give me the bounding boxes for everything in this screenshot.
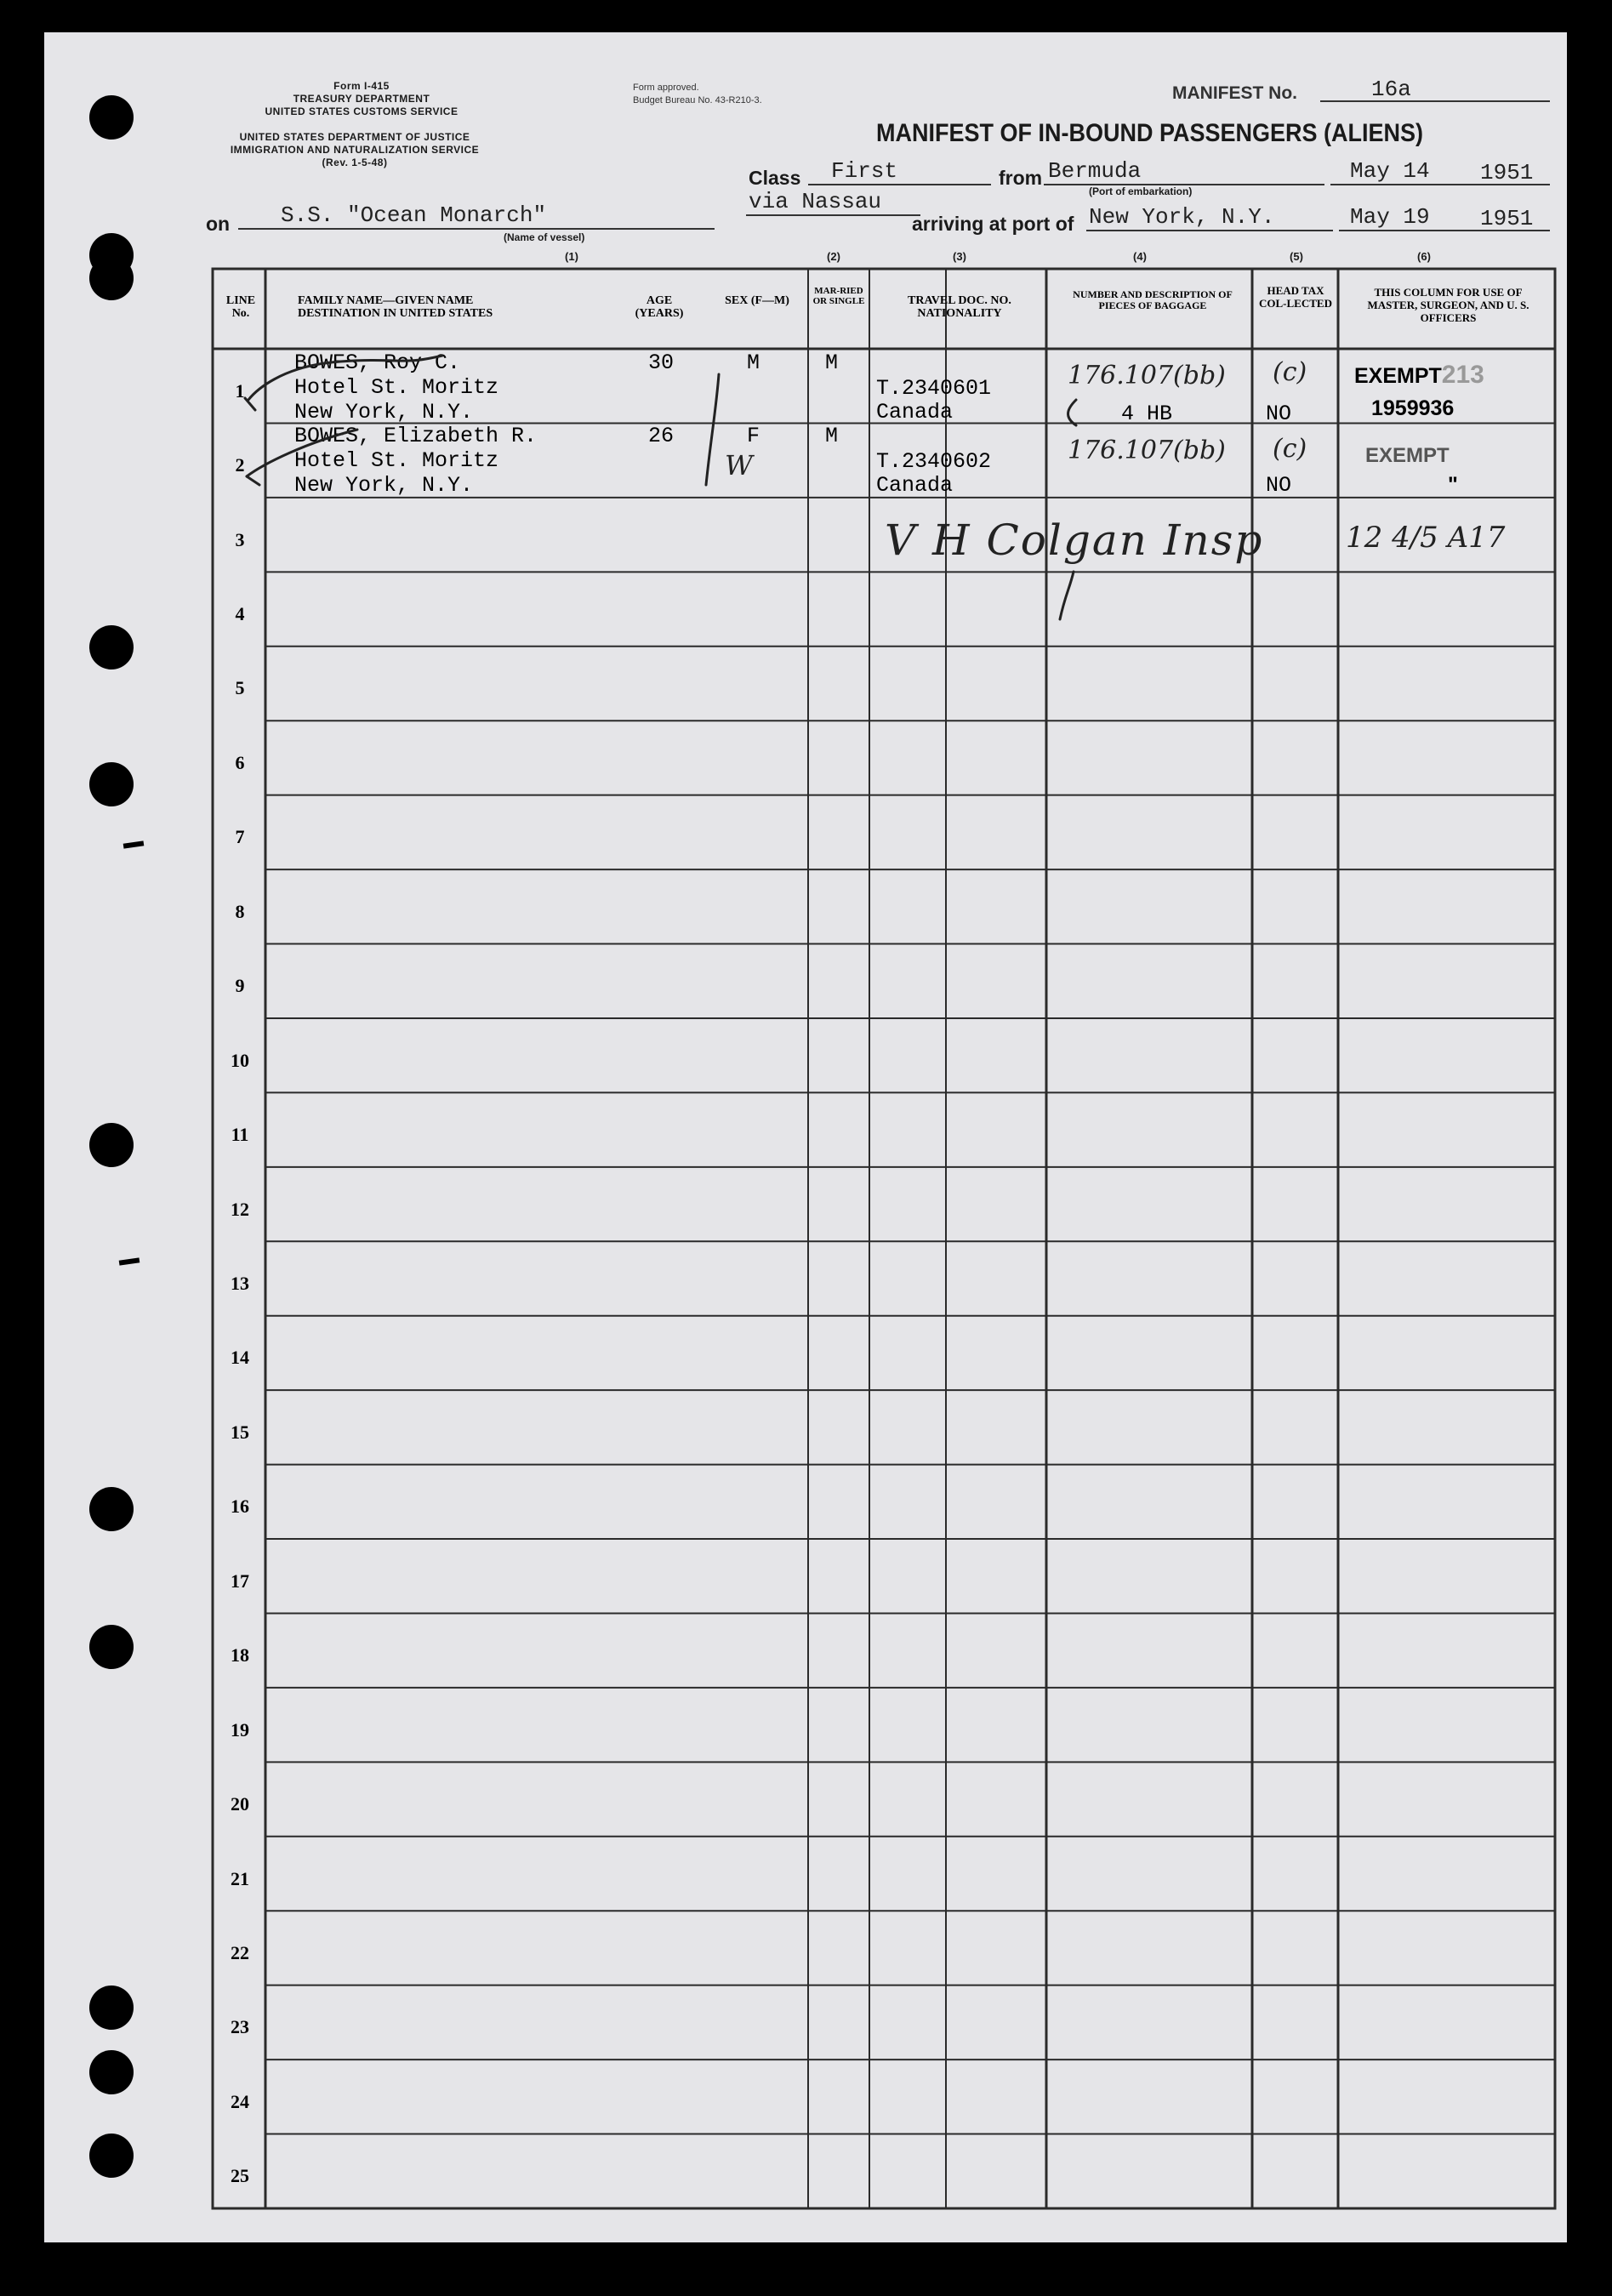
line-number: 13 — [231, 1273, 249, 1294]
embark-date: May 14 — [1350, 158, 1430, 184]
head-tax-handwritten: (c) — [1273, 357, 1307, 387]
class-label: Class — [749, 167, 801, 189]
exempt-stamp: EXEMPT — [1365, 444, 1450, 467]
table-row — [294, 424, 537, 498]
arrival-port-line — [1086, 230, 1333, 231]
age-value: 30 — [648, 350, 675, 375]
class-value: First — [831, 158, 898, 184]
embark-year: 1951 — [1480, 160, 1534, 185]
line-number: 11 — [231, 1124, 249, 1146]
line-number: 7 — [235, 826, 245, 848]
column-number: (4) — [1133, 250, 1147, 263]
destination-city: New York, N.Y. — [294, 473, 474, 498]
manifest-sheet — [44, 32, 1567, 2242]
line-number: 2 — [235, 454, 245, 476]
class-line — [808, 184, 991, 185]
column-number: (1) — [565, 250, 578, 263]
line-number: 17 — [231, 1570, 249, 1592]
line-number: 23 — [231, 2016, 249, 2038]
line-number: 25 — [231, 2165, 249, 2187]
punch-hole — [89, 1985, 134, 2030]
vessel-name: S.S. "Ocean Monarch" — [281, 202, 547, 228]
column-number: (2) — [827, 250, 840, 263]
punch-hole — [89, 95, 134, 140]
mark — [123, 840, 145, 848]
ditto-mark: " — [1448, 473, 1458, 497]
line-number: 24 — [231, 2090, 249, 2112]
port-embark-caption: (Port of embarkation) — [1089, 185, 1193, 197]
punch-hole — [89, 256, 134, 300]
from-label: from — [999, 167, 1043, 189]
line-number: 8 — [235, 900, 245, 922]
punch-hole — [89, 625, 134, 669]
on-label: on — [206, 213, 231, 235]
married-value: M — [825, 424, 839, 448]
header-married: MAR-RIED OR SINGLE — [812, 286, 865, 306]
line-number: 18 — [231, 1644, 249, 1666]
header-name: FAMILY NAME—GIVEN NAME DESTINATION IN UNITED STATES — [298, 294, 493, 320]
officer-number: 1959936 — [1371, 396, 1455, 420]
arriving-label: arriving at port of — [912, 213, 1074, 235]
page-title: MANIFEST OF IN-BOUND PASSENGERS (ALIENS) — [876, 119, 1424, 147]
age-value: 26 — [648, 424, 675, 448]
nationality: Canada — [876, 473, 954, 498]
line-number: 6 — [235, 751, 245, 773]
manifest-no-label: MANIFEST No. — [1172, 83, 1297, 103]
destination-city: New York, N.Y. — [294, 400, 474, 424]
nationality: Canada — [876, 400, 954, 424]
destination-hotel: Hotel St. Moritz — [294, 448, 499, 473]
column-number: (3) — [953, 250, 966, 263]
punch-hole — [89, 1123, 134, 1167]
header-head-tax: HEAD TAX COL-LECTED — [1259, 284, 1332, 310]
sex-value: M — [747, 350, 760, 375]
head-tax-typed: NO — [1266, 402, 1292, 426]
vessel-line — [238, 228, 715, 230]
header-age: AGE (YEARS) — [635, 294, 684, 320]
baggage-handwritten: 176.107(bb) — [1068, 361, 1226, 390]
doj-block: UNITED STATES DEPARTMENT OF JUSTICE IMMIGRATION AND NATURALIZATION SERVICE (Rev. 1-5-48) — [230, 131, 480, 168]
vessel-caption: (Name of vessel) — [504, 231, 585, 243]
arrival-year: 1951 — [1480, 206, 1534, 231]
sex-value: F — [747, 424, 760, 448]
mark — [119, 1257, 140, 1265]
baggage-typed: 4 HB — [1121, 402, 1173, 426]
passenger-name: BOWES, Roy C. — [294, 350, 461, 375]
line-number: 14 — [231, 1347, 249, 1369]
line-number: 10 — [231, 1049, 249, 1071]
head-tax-handwritten: (c) — [1273, 434, 1307, 464]
inspector-signature: V H Colgan Insp — [885, 516, 1264, 565]
head-tax-typed: NO — [1266, 473, 1292, 498]
destination-hotel: Hotel St. Moritz — [294, 375, 499, 400]
approval-note: Form approved. Budget Bureau No. 43-R210-3. — [633, 83, 762, 105]
exempt-stamp: EXEMPT213 — [1354, 361, 1484, 389]
line-number: 9 — [235, 975, 245, 997]
punch-hole — [89, 2134, 134, 2178]
doc-number: T.2340602 — [876, 449, 992, 474]
inspection-date-mark: 12 4/5 A17 — [1346, 521, 1506, 555]
manifest-no-value: 16a — [1371, 77, 1411, 102]
line-number: 3 — [235, 528, 245, 550]
header-line-no: LINE No. — [225, 294, 256, 320]
line-number: 5 — [235, 677, 245, 699]
header-travel-doc: TRAVEL DOC. NO. NATIONALITY — [908, 294, 1011, 320]
form-number-block: Form I-415 TREASURY DEPARTMENT UNITED STATES CUSTOMS SERVICE — [265, 80, 459, 117]
passenger-name: BOWES, Elizabeth R. — [294, 424, 538, 448]
line-number: 21 — [231, 1867, 249, 1889]
line-number: 12 — [231, 1198, 249, 1220]
via-line — [746, 214, 920, 216]
doc-number: T.2340601 — [876, 376, 992, 401]
table-row — [294, 350, 498, 424]
line-number: 19 — [231, 1718, 249, 1741]
header-baggage: NUMBER AND DESCRIPTION OF PIECES OF BAGGAGE — [1073, 288, 1233, 311]
married-value: M — [825, 350, 839, 375]
from-value: Bermuda — [1048, 158, 1142, 184]
column-number: (6) — [1417, 250, 1431, 263]
line-number: 4 — [235, 603, 245, 625]
line-number: 22 — [231, 1941, 249, 1963]
sex-handwritten-mark: W — [725, 449, 753, 481]
baggage-handwritten: 176.107(bb) — [1068, 436, 1226, 465]
line-number: 20 — [231, 1793, 249, 1815]
header-officers: THIS COLUMN FOR USE OF MASTER, SURGEON, AND U. S. OFFICERS — [1367, 286, 1529, 324]
arrival-port: New York, N.Y. — [1089, 204, 1275, 230]
punch-hole — [89, 762, 134, 806]
punch-hole — [89, 1625, 134, 1669]
line-number: 15 — [231, 1421, 249, 1443]
header-sex: SEX (F—M) — [725, 294, 789, 307]
manifest-no-line — [1320, 100, 1550, 102]
punch-hole — [89, 1487, 134, 1531]
arrival-date: May 19 — [1350, 204, 1430, 230]
column-number: (5) — [1290, 250, 1303, 263]
line-number: 1 — [235, 379, 245, 402]
punch-hole — [89, 2050, 134, 2094]
line-number: 16 — [231, 1496, 249, 1518]
via-value: via Nassau — [749, 189, 882, 214]
